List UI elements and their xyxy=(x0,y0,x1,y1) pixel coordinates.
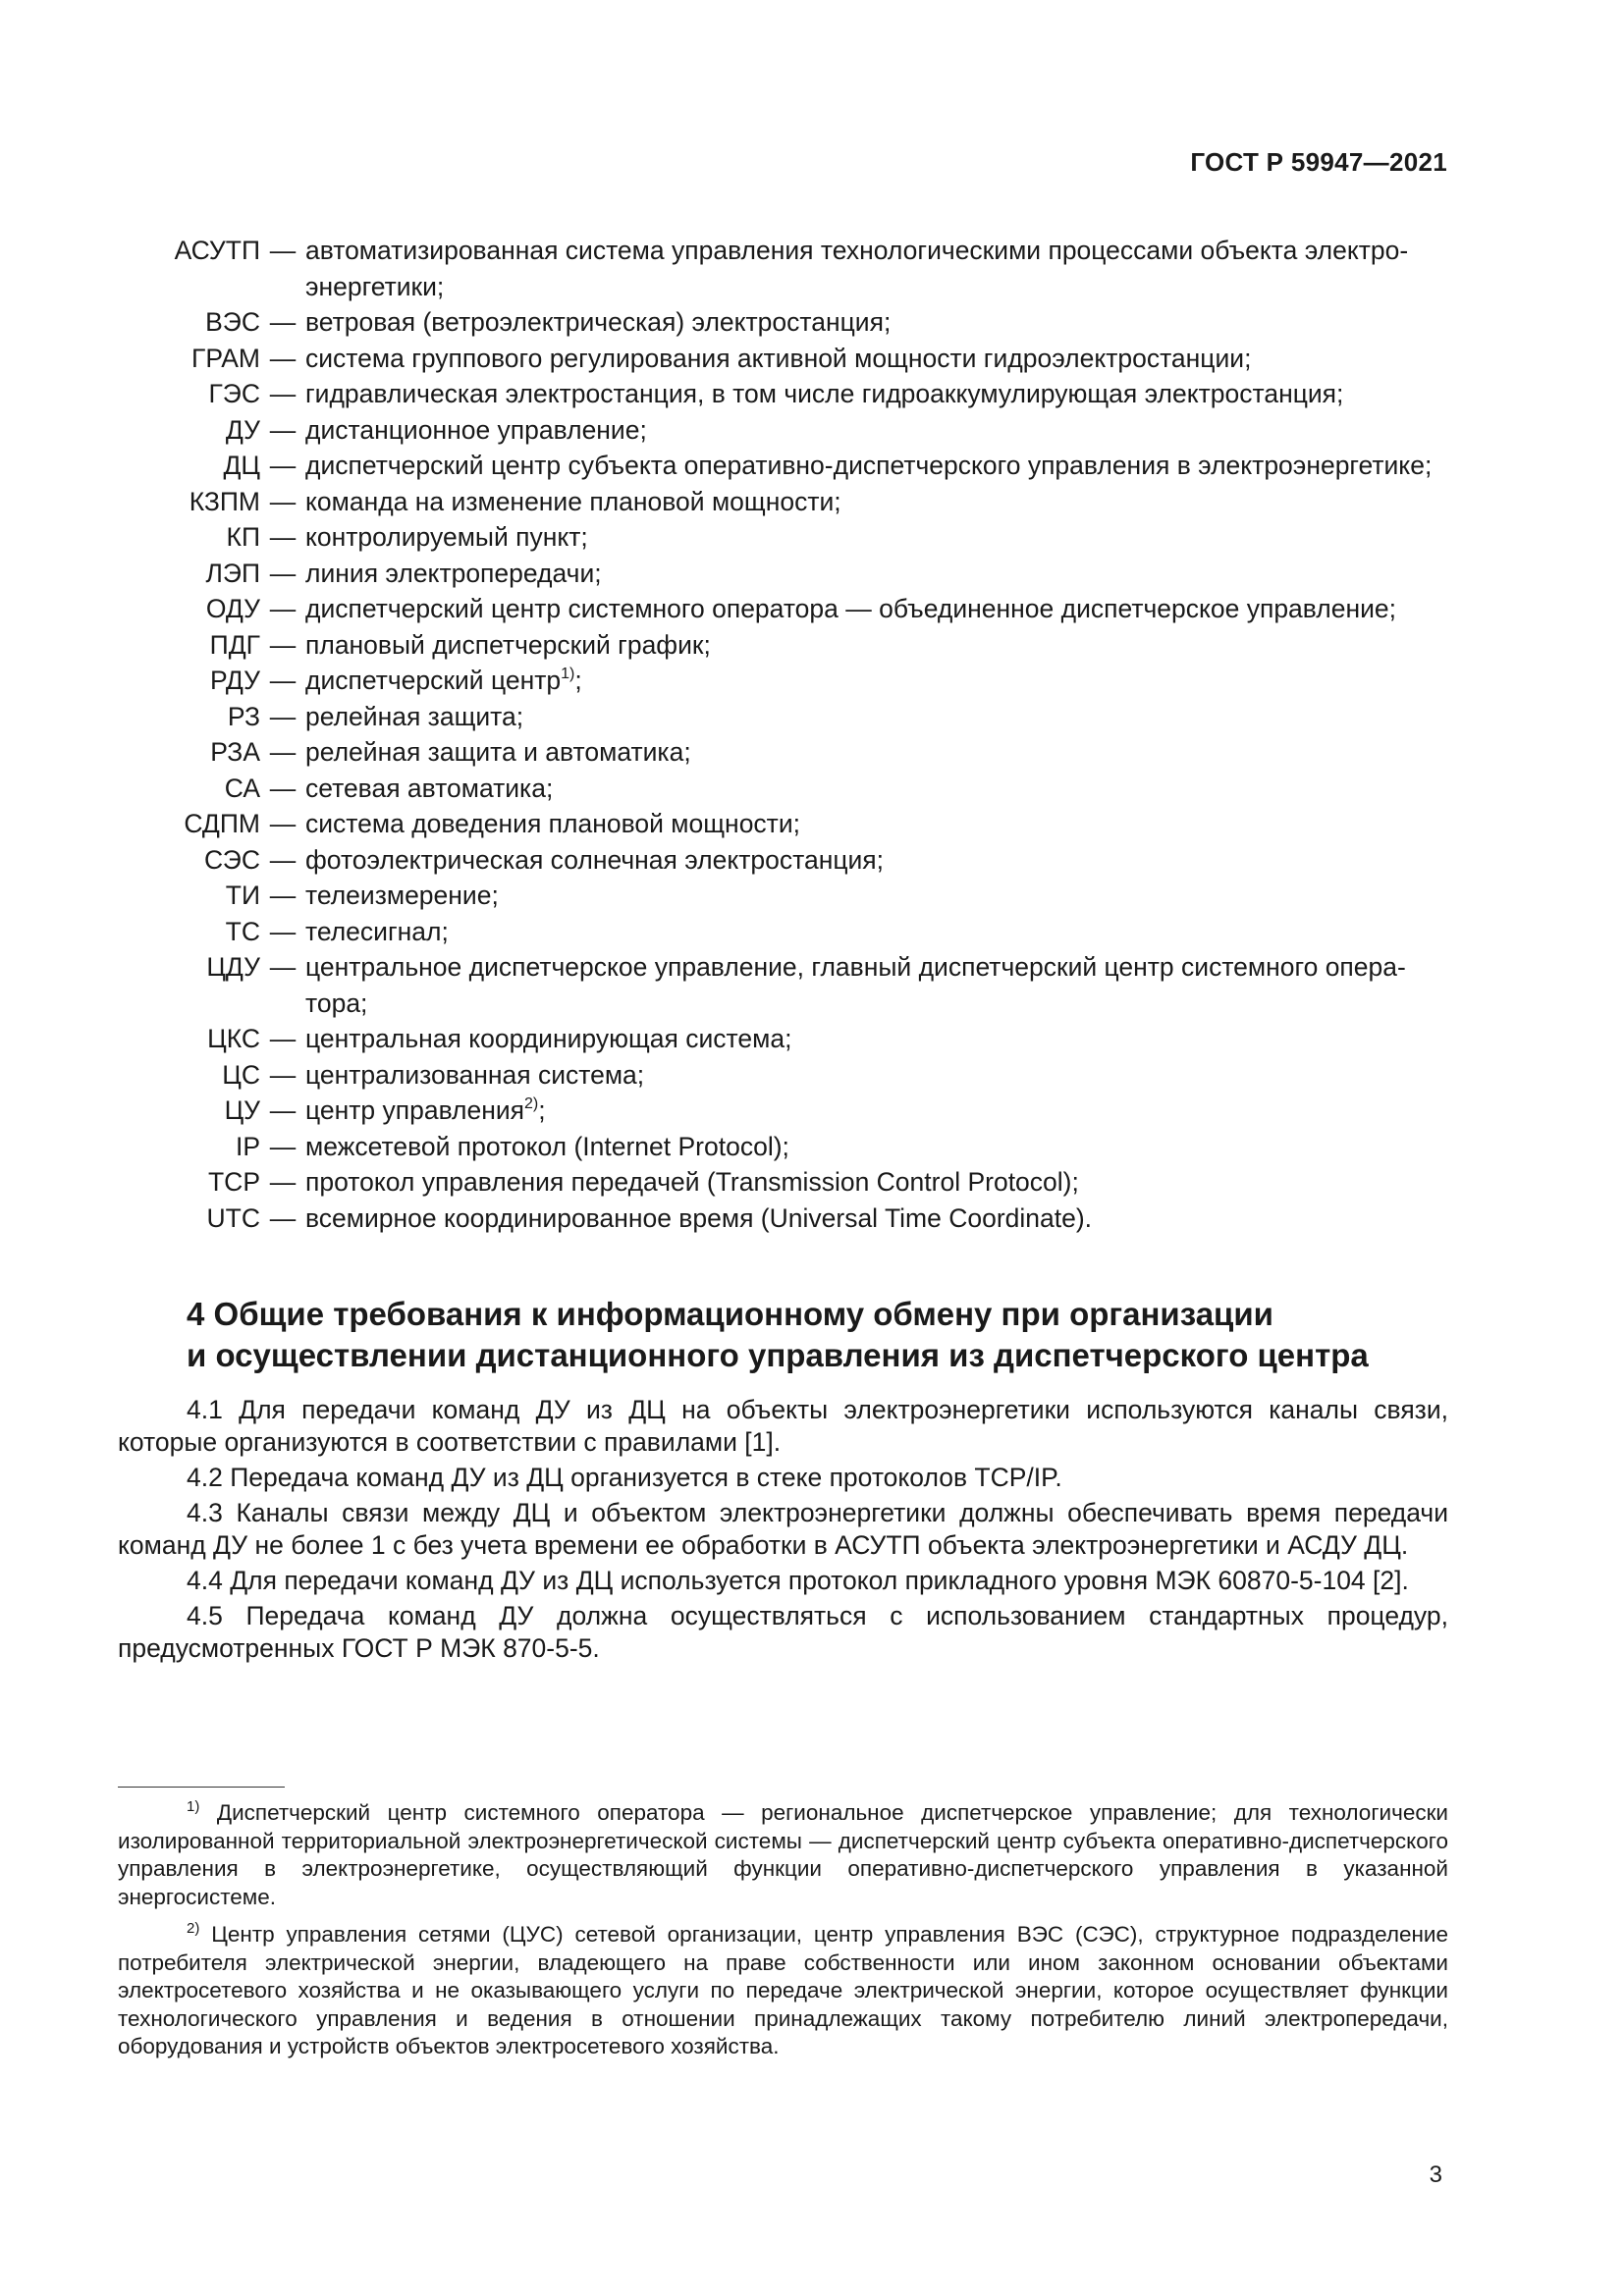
abbreviation-definition: диспетчерский центр$^{1)}$; xyxy=(305,666,582,695)
abbreviation-dash: — xyxy=(269,379,297,408)
abbreviation-row xyxy=(113,627,1448,664)
abbreviation-row xyxy=(113,519,1448,556)
footnote-2 xyxy=(118,1921,1448,2061)
abbreviation-row xyxy=(113,949,1448,986)
abbreviation-term: TCP xyxy=(208,1167,260,1197)
abbreviation-dash: — xyxy=(269,916,297,946)
abbreviation-dash: — xyxy=(269,881,297,910)
footnote-1 xyxy=(118,1799,1448,1911)
abbreviation-definition: релейная защита и автоматика; xyxy=(305,737,691,767)
abbreviation-dash: — xyxy=(269,737,297,767)
abbreviation-term: ЦС xyxy=(222,1059,260,1090)
abbreviation-definition: центральное диспетчерское управление, главный диспетчерский центр системного опера- xyxy=(305,952,1406,982)
abbreviation-term-spacer xyxy=(113,986,260,1022)
abbreviation-term: ЦУ xyxy=(224,1095,260,1125)
abbreviation-row xyxy=(113,1201,1448,1237)
abbreviation-row xyxy=(113,412,1448,449)
abbreviation-definition: дистанционное управление; xyxy=(305,414,647,445)
abbreviation-definition: межсетевой протокол (Internet Protocol); xyxy=(305,1131,789,1161)
abbreviation-continuation-row xyxy=(113,986,1448,1022)
footnote-reference: 1) xyxy=(561,666,575,682)
abbreviation-term: ПДГ xyxy=(209,629,260,660)
abbreviation-definition: диспетчерский центр системного оператора — объединенное диспетчерское управление; xyxy=(305,594,1397,623)
abbreviation-definition: телесигнал; xyxy=(305,916,449,946)
abbreviation-term: РДУ xyxy=(210,666,260,695)
abbreviation-term: РЗ xyxy=(227,701,260,731)
paragraph-4-2: 4.2 Передача команд ДУ из ДЦ организуется в стеке протоколов TCP/IP. xyxy=(187,1463,1062,1492)
footnote-mark: 2) xyxy=(187,1920,200,1937)
abbreviation-dash: — xyxy=(269,701,297,731)
abbreviation-term: ЛЭП xyxy=(205,558,260,588)
abbreviation-row xyxy=(113,914,1448,950)
abbreviation-dash: — xyxy=(269,451,297,480)
abbreviation-term: ТС xyxy=(225,916,260,946)
abbreviation-row xyxy=(113,304,1448,341)
abbreviation-dash: — xyxy=(269,414,297,445)
abbreviation-dash: — xyxy=(269,1095,297,1125)
abbreviation-definition: система группового регулирования активной мощности гидроэлектростанции; xyxy=(305,343,1252,373)
abbreviation-dash: — xyxy=(269,1202,297,1233)
paragraph-4-1: 4.1 Для передачи команд ДУ из ДЦ на объекты электроэнергетики используются каналы связи, которые организуются в соответствии с правилами [1]. xyxy=(118,1395,1448,1457)
abbreviation-dash: — xyxy=(269,809,297,838)
paragraph-4-4: 4.4 Для передачи команд ДУ из ДЦ используется протокол прикладного уровня МЭК 60870-5-104 [2]. xyxy=(187,1566,1409,1595)
abbreviation-dash: — xyxy=(269,236,297,265)
abbreviation-definition: диспетчерский центр субъекта оперативно-диспетчерского управления в электроэнергетике; xyxy=(305,451,1433,480)
abbreviation-row xyxy=(113,1021,1448,1057)
abbreviation-row xyxy=(113,734,1448,771)
abbreviation-term: ТИ xyxy=(225,881,260,910)
section-heading-line-2: и осуществлении дистанционного управления из диспетчерского центра xyxy=(187,1337,1369,1373)
abbreviation-term: СА xyxy=(224,773,260,803)
abbreviation-dash: — xyxy=(269,666,297,695)
abbreviation-term: РЗА xyxy=(210,737,260,767)
abbreviation-term: КП xyxy=(226,522,260,552)
abbreviation-row xyxy=(113,484,1448,520)
abbreviation-term: ЦДУ xyxy=(206,952,260,982)
abbreviation-row xyxy=(113,341,1448,377)
abbreviation-row xyxy=(113,878,1448,914)
abbreviation-dash: — xyxy=(269,486,297,516)
abbreviation-term: ДЦ xyxy=(223,451,260,480)
abbreviation-definition: автоматизированная система управления технологическими процессами объекта электро- xyxy=(305,236,1409,265)
abbreviation-definition-continuation: энергетики; xyxy=(305,271,445,301)
abbreviation-definition: система доведения плановой мощности; xyxy=(305,809,800,838)
abbreviation-row xyxy=(113,1164,1448,1201)
abbreviation-definition: телеизмерение; xyxy=(305,881,499,910)
abbreviation-row xyxy=(113,1057,1448,1094)
abbreviation-definition: релейная защита; xyxy=(305,701,524,731)
abbreviation-continuation-row xyxy=(113,269,1448,305)
abbreviation-term: ОДУ xyxy=(205,594,260,623)
abbreviation-term: UTC xyxy=(206,1202,260,1233)
abbreviation-row xyxy=(113,376,1448,412)
abbreviation-term: ЦКС xyxy=(207,1024,260,1053)
abbreviation-definition: линия электропередачи; xyxy=(305,558,602,588)
paragraph-4-5: 4.5 Передача команд ДУ должна осуществляться с использованием стандартных процедур, предусмотренных ГОСТ Р МЭК 870-5-5. xyxy=(118,1601,1448,1663)
abbreviation-dash-spacer xyxy=(260,269,305,305)
abbreviation-term-spacer xyxy=(113,269,260,305)
abbreviation-row xyxy=(113,771,1448,807)
abbreviation-list xyxy=(113,233,1448,1236)
abbreviation-definition: сетевая автоматика; xyxy=(305,773,554,803)
abbreviation-dash: — xyxy=(269,844,297,875)
abbreviation-dash: — xyxy=(269,1167,297,1197)
abbreviation-term: ГРАМ xyxy=(190,343,260,373)
footnote-reference: 2) xyxy=(524,1095,539,1112)
footnote-mark: 1) xyxy=(187,1798,200,1815)
abbreviation-row xyxy=(113,842,1448,879)
abbreviation-definition: ветровая (ветроэлектрическая) электростанция; xyxy=(305,307,892,337)
abbreviation-row xyxy=(113,556,1448,592)
abbreviation-dash: — xyxy=(269,1059,297,1090)
abbreviation-definition: плановый диспетчерский график; xyxy=(305,629,711,660)
abbreviation-dash: — xyxy=(269,343,297,373)
abbreviation-definition: команда на изменение плановой мощности; xyxy=(305,486,841,516)
abbreviation-dash: — xyxy=(269,307,297,337)
abbreviation-definition: центр управления$^{2)}$; xyxy=(305,1095,546,1125)
abbreviation-definition: фотоэлектрическая солнечная электростанция; xyxy=(305,844,885,875)
abbreviation-row xyxy=(113,663,1448,699)
abbreviation-definition-continuation: тора; xyxy=(305,988,368,1018)
footnote-text: Центр управления сетями (ЦУС) сетевой организации, центр управления ВЭС (СЭС), структурное подразделение потребителя электрической энергии, владеющего на праве собственности или ином законном основании объектами электросетевого хозяйства и не оказывающего услуги по передаче электрической энергии, которое осуществляет функции технологического управления и ведения в отношении принадлежащих такому потребителю линий электропередачи, оборудования и устройств объектов электросетевого хозяйства. xyxy=(118,1922,1448,2058)
abbreviation-term: СДПМ xyxy=(184,809,260,838)
abbreviation-definition: всемирное координированное время (Universal Time Coordinate). xyxy=(305,1202,1093,1233)
abbreviation-dash: — xyxy=(269,558,297,588)
abbreviation-dash: — xyxy=(269,773,297,803)
page-number: 3 xyxy=(1429,2162,1442,2188)
footnotes xyxy=(118,1799,1448,2071)
section-body xyxy=(118,1394,1448,1668)
abbreviation-row xyxy=(113,448,1448,484)
abbreviation-term: АСУТП xyxy=(174,236,260,265)
abbreviation-row xyxy=(113,806,1448,842)
abbreviation-definition: гидравлическая электростанция, в том числе гидроаккумулирующая электростанция; xyxy=(305,379,1344,408)
abbreviation-term: СЭС xyxy=(203,844,260,875)
abbreviation-dash: — xyxy=(269,1131,297,1161)
paragraph-4-3: 4.3 Каналы связи между ДЦ и объектом электроэнергетики должны обеспечивать время передачи команд ДУ не более 1 с без учета времени ее обработки в АСУТП объекта электроэнергетики и АСДУ ДЦ. xyxy=(118,1498,1448,1560)
abbreviation-definition: протокол управления передачей (Transmission Control Protocol); xyxy=(305,1167,1079,1197)
abbreviation-row xyxy=(113,1093,1448,1129)
abbreviation-row xyxy=(113,699,1448,735)
abbreviation-row xyxy=(113,1129,1448,1165)
section-heading xyxy=(187,1294,1443,1376)
abbreviation-dash: — xyxy=(269,594,297,623)
abbreviation-dash: — xyxy=(269,952,297,982)
abbreviation-term: IP xyxy=(235,1131,260,1161)
section-heading-line-1: 4 Общие требования к информационному обмену при организации xyxy=(187,1296,1273,1332)
abbreviation-term: ДУ xyxy=(225,414,260,445)
abbreviation-dash: — xyxy=(269,1024,297,1053)
abbreviation-dash-spacer xyxy=(260,986,305,1022)
footnote-separator xyxy=(118,1787,285,1788)
abbreviation-definition: централизованная система; xyxy=(305,1059,645,1090)
abbreviation-dash: — xyxy=(269,629,297,660)
abbreviation-term: ГЭС xyxy=(208,379,260,408)
abbreviation-row xyxy=(113,233,1448,269)
abbreviation-row xyxy=(113,591,1448,627)
footnote-text: Диспетчерский центр системного оператора — региональное диспетчерское управление; для технологически изолированной территориальной электроэнергетической системы — диспетчерский центр субъекта оперативно-диспетчерского управления в электроэнергетике, осуществляющий функции оперативно-диспетчерского управления в указанной энергосистеме. xyxy=(118,1800,1448,1909)
abbreviation-definition: контролируемый пункт; xyxy=(305,522,588,552)
abbreviation-term: КЗПМ xyxy=(189,486,260,516)
document-number: ГОСТ Р 59947—2021 xyxy=(1190,147,1447,177)
abbreviation-dash: — xyxy=(269,522,297,552)
abbreviation-term: ВЭС xyxy=(205,307,260,337)
abbreviation-definition: центральная координирующая система; xyxy=(305,1024,792,1053)
